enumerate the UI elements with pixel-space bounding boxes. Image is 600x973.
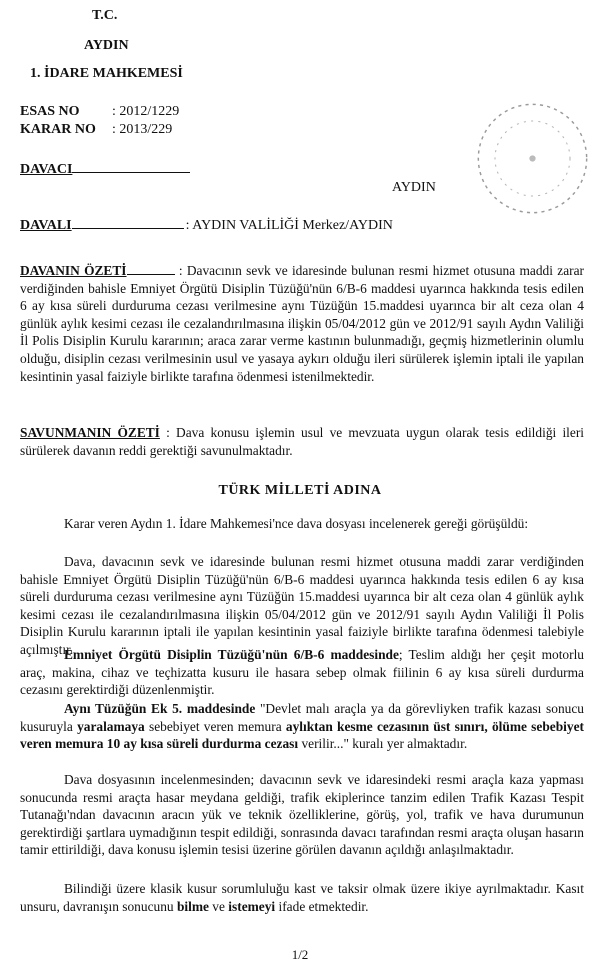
defense-summary — [20, 424, 584, 459]
esas-value: : 2012/1229 — [112, 104, 180, 119]
esas-label: ESAS NO — [20, 104, 80, 119]
body-paragraph-1: Karar veren Aydın 1. İdare Mahkemesi'nce dava dosyası incelenerek gereği görüşüldü: — [64, 516, 529, 531]
body-paragraph-4: Aynı Tüzüğün Ek 5. maddesinde "Devlet malı araçla ya da görevliyken trafik kazası sonucu kusuruyla yaralamaya sebebiyet veren memura aylıktan kesme cezasının üst sınırı, ölüme sebebiyet veren memura 10 ay kısa süreli durdurma cezası verilir..." kuralı yer almaktadır. — [20, 701, 584, 752]
body-paragraph-2: Dava, davacının sevk ve idaresinde bulunan resmi hizmet otusuna maddi zarar verdiğinden bahisle Emniyet Örgütü Disiplin Tüzüğü'nün 6/B-6 maddesi uyarınca hakkında tesis edilen 6 ay kısa süreli durduruma cezası verilmesine aynı Tüzüğün 15.maddesi uyarınca bir alt ceza olan 4 günlük aylık kesimi cezası ile cezalandırılmasına ilişkin 05/04/2012 gün ve 2012/91 sayılı Aydın Valiliği İl Polis Disiplin Kurulu kararının iptali ile yapılan kesintinin yasal faiziyle birlikte tarafına ödenmesi talebiyle açılmıştır. — [20, 554, 584, 657]
page-number: 1/2 — [291, 947, 309, 962]
defendant-label: DAVALI — [20, 218, 72, 233]
header-tc: T.C. — [92, 8, 118, 23]
case-summary — [20, 262, 584, 385]
plaintiff-row — [20, 162, 190, 178]
regulation-ref: Emniyet Örgütü Disiplin Tüzüğü'nün 6/B-6 maddesinde — [64, 647, 399, 662]
header-city: AYDIN — [84, 38, 129, 53]
court-name: 1. İDARE MAHKEMESİ — [30, 66, 183, 81]
body-paragraph-5: Dava dosyasının incelenmesinden; davacının sevk ve idaresindeki resmi araçla kaza yapması sonucunda resmi araçta hasar meydana geldiği, trafik ekiplerince tanzim edilen Trafik Kazası Tespit Tutanağı'ndan davacının aracın yük ve teknik özelliklerine, görüş, yol, trafik ve hava durumunun gerektirdiği şartlara uymadığının tespit edildiği, sonrasında davacı tarafından resmi araçta oluşan hasarın tamir ettirildiği, dava konusu işlemin tesisi üzerine görülen davanın açıldığı anlaşılmaktadır. — [20, 772, 584, 858]
defense-label: SAVUNMANIN ÖZETİ — [20, 425, 160, 440]
esas-row — [20, 104, 179, 120]
court-seal-icon — [470, 96, 595, 221]
judgment-heading: TÜRK MİLLETİ ADINA — [218, 483, 382, 498]
defendant-value: : AYDIN VALİLİĞİ Merkez/AYDIN — [185, 218, 393, 233]
summary-text: : Davacının sevk ve idaresinde bulunan resmi hizmet otusuna maddi zarar verdiğinden bahisle Emniyet Örgütü Disiplin Tüzüğü'nün 6/B-6 maddesi uyarınca hakkında tesis edilen 6 ay kısa süreli durduruma cezası verilmesine aynı Tüzüğün 15.maddesi uyarınca bir alt ceza olan 4 günlük aylık kesimi cezası ile cezalandırılmasına ilişkin 05/04/2012 gün ve 2012/91 sayılı Aydın Valiliği İl Polis Disiplin Kurulu kararının; araca zarar verme kastının bulunmadığı, geçmiş hizmetlerinin olumlu olduğu, disiplin cezası verilmesinin usul ve yasaya aykırı olduğu ileri sürülerek işlemin iptali ile yapılan kesintinin yasal faiziyle birlikte tarafına ödenmesi istenilmektedir. — [20, 263, 584, 384]
body-paragraph-3: Emniyet Örgütü Disiplin Tüzüğü'nün 6/B-6 maddesinde; Teslim aldığı her çeşit motorlu araç, makina, cihaz ve teçhizatta kusuru ile hasara sebep olmak fiilinin 6 ay kısa süreli durdurma cezasını gerektirdiği düzenlenmiştir. — [20, 647, 584, 698]
defense-text: : Dava konusu işlemin usul ve mevzuata uygun olarak tesis edildiği ileri sürülerek davanın reddi gerektiği savunulmaktadır. — [20, 425, 585, 458]
summary-label: DAVANIN ÖZETİ — [20, 263, 127, 278]
plaintiff-label: DAVACI — [20, 162, 73, 177]
karar-row — [20, 122, 172, 138]
karar-value: : 2013/229 — [112, 122, 173, 137]
plaintiff-value: AYDIN — [392, 180, 436, 195]
defendant-row — [20, 218, 393, 234]
karar-label: KARAR NO — [20, 122, 96, 137]
body-paragraph-6: Bilindiği üzere klasik kusur sorumluluğu kast ve taksir olmak üzere ikiye ayrılmaktadır. Kasıt unsuru, davranışın sonucunu bilme ve istemeyi ifade etmektedir. — [20, 881, 584, 914]
